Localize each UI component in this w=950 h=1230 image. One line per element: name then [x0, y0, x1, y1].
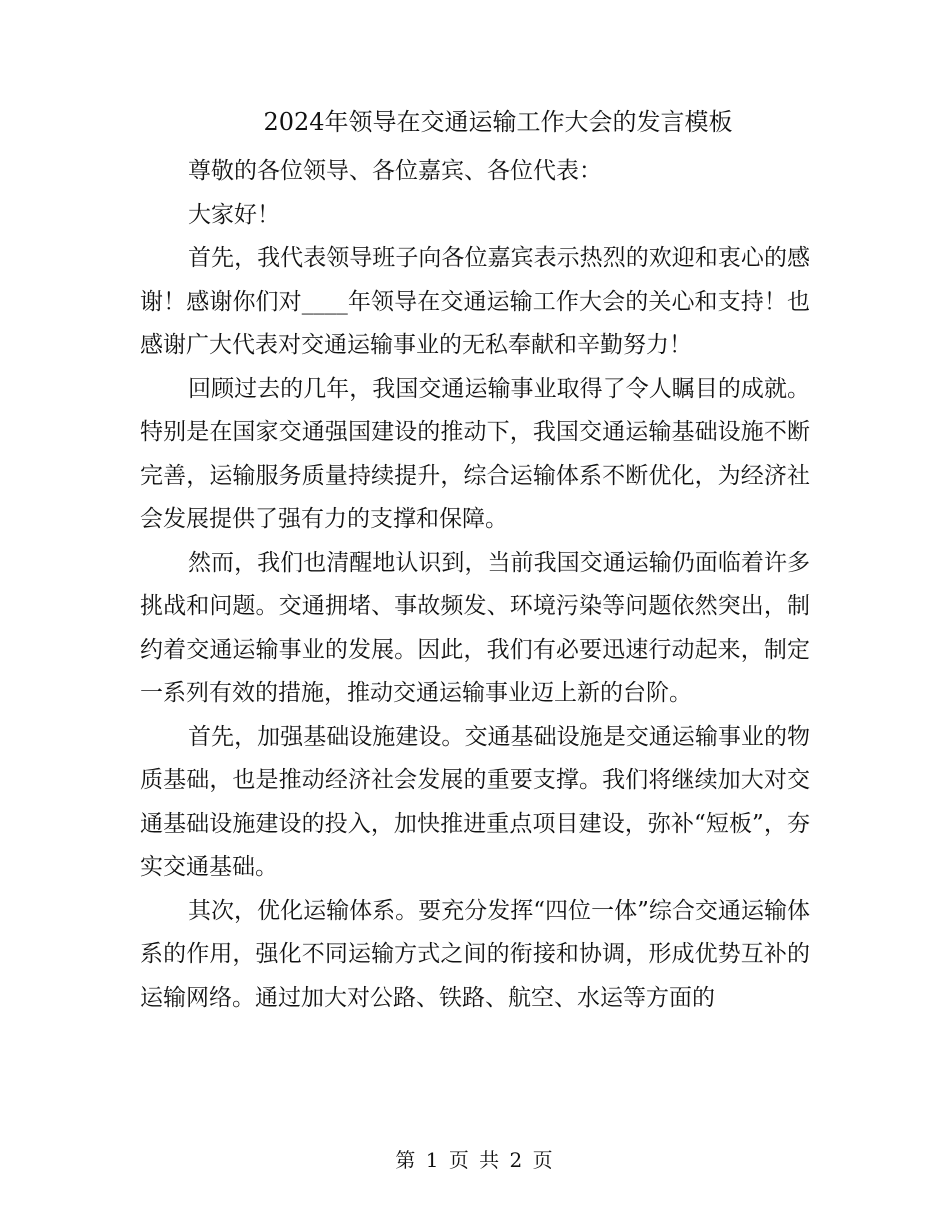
body-paragraph: 首先，加强基础设施建设。交通基础设施是交通运输事业的物质基础，也是推动经济社会发展的重要支撑。我们将继续加大对交通基础设施建设的投入，加快推进重点项目建设，弥补“短板”，夯实交通基础。 — [140, 723, 810, 880]
body-paragraph: 回顾过去的几年，我国交通运输事业取得了令人瞩目的成就。特别是在国家交通强国建设的推动下，我国交通运输基础设施不断完善，运输服务质量持续提升，综合运输体系不断优化，为经济社会发展提供了强有力的支撑和保障。 — [140, 375, 810, 532]
page-footer: 第 1 页 共 2 页 — [395, 1148, 555, 1172]
body-paragraph: 其次，优化运输体系。要充分发挥“四位一体”综合交通运输体系的作用，强化不同运输方式之间的衔接和协调，形成优势互补的运输网络。通过加大对公路、铁路、航空、水运等方面的 — [140, 897, 810, 1011]
body-paragraph: 然而，我们也清醒地认识到，当前我国交通运输仍面临着许多挑战和问题。交通拥堵、事故频发、环境污染等问题依然突出，制约着交通运输事业的发展。因此，我们有必要迅速行动起来，制定一系列有效的措施，推动交通运输事业迈上新的台阶。 — [140, 549, 810, 706]
greeting-paragraph: 大家好！ — [188, 201, 280, 228]
salutation-paragraph: 尊敬的各位领导、各位嘉宾、各位代表： — [188, 158, 602, 184]
document-title: 2024年领导在交通运输工作大会的发言模板 — [263, 108, 733, 136]
body-paragraph: 首先，我代表领导班子向各位嘉宾表示热烈的欢迎和衷心的感谢！感谢你们对____年领导在交通运输工作大会的关心和支持！也感谢广大代表对交通运输事业的无私奉献和辛勤努力！ — [140, 245, 810, 358]
document-body — [140, 150, 810, 1020]
